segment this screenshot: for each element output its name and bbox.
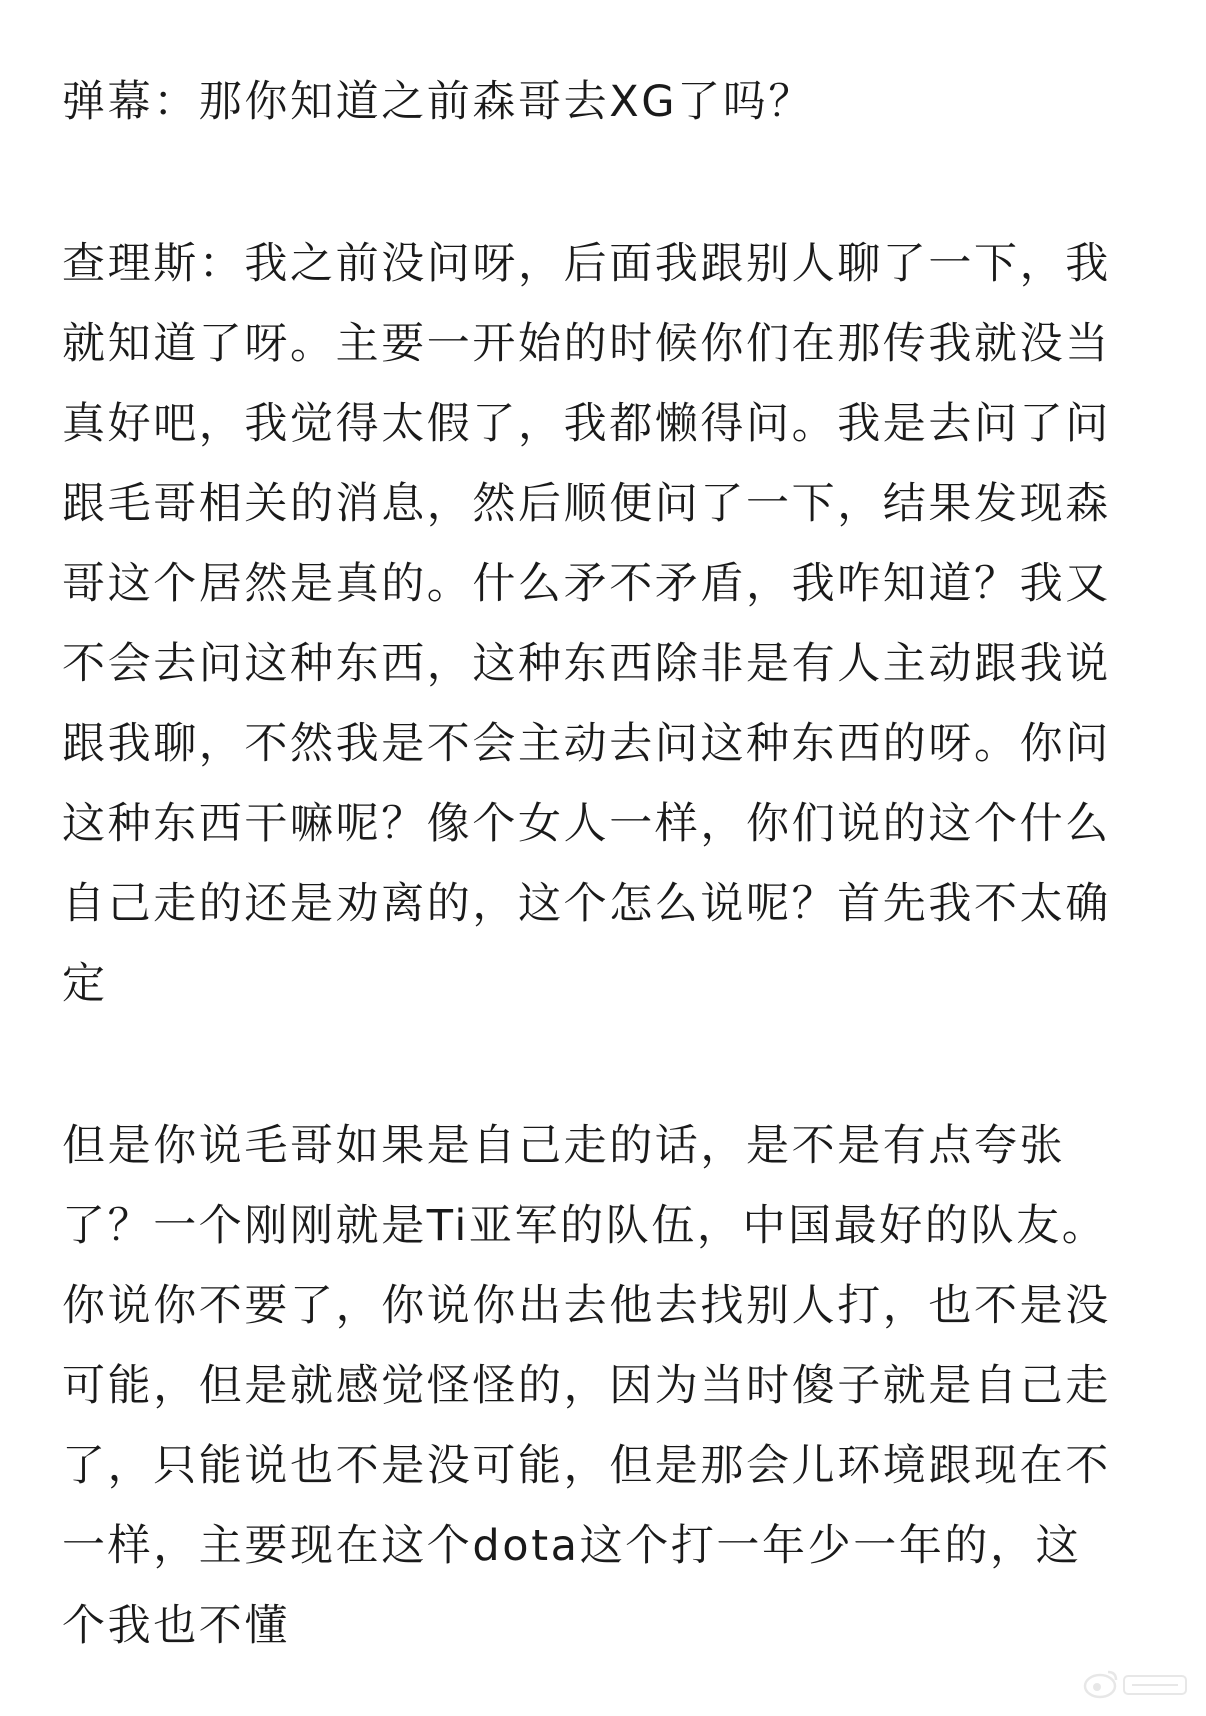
text-line: 个我也不懂 bbox=[62, 1601, 290, 1651]
text-line: 但是你说毛哥如果是自己走的话，是不是有点夸张 bbox=[62, 1121, 1066, 1171]
text-line: 可能，但是就感觉怪怪的，因为当时傻子就是自己走 bbox=[62, 1361, 1111, 1411]
paragraph-charles-reply bbox=[62, 224, 1152, 1024]
weibo-watermark-icon bbox=[1082, 1666, 1192, 1702]
text-line: 这种东西干嘛呢？像个女人一样，你们说的这个什么 bbox=[62, 799, 1111, 849]
text-line: 定 bbox=[62, 959, 108, 1009]
text-line: 了？一个刚刚就是Ti亚军的队伍，中国最好的队友。 bbox=[62, 1201, 1108, 1251]
document-body bbox=[62, 62, 1152, 1666]
text-line: 查理斯：我之前没问呀，后面我跟别人聊了一下，我 bbox=[62, 239, 1111, 289]
text-line: 真好吧，我觉得太假了，我都懒得问。我是去问了问 bbox=[62, 399, 1111, 449]
text-line: 不会去问这种东西，这种东西除非是有人主动跟我说 bbox=[62, 639, 1111, 689]
text-line: 就知道了呀。主要一开始的时候你们在那传我就没当 bbox=[62, 319, 1111, 369]
text-line: 跟毛哥相关的消息，然后顺便问了一下，结果发现森 bbox=[62, 479, 1111, 529]
text-line: 跟我聊，不然我是不会主动去问这种东西的呀。你问 bbox=[62, 719, 1111, 769]
text-line: 弹幕：那你知道之前森哥去XG了吗？ bbox=[62, 77, 814, 127]
paragraph-danmaku bbox=[62, 62, 1152, 142]
text-line: 自己走的还是劝离的，这个怎么说呢？首先我不太确 bbox=[62, 879, 1111, 929]
text-line: 哥这个居然是真的。什么矛不矛盾，我咋知道？我又 bbox=[62, 559, 1111, 609]
text-line: 了，只能说也不是没可能，但是那会儿环境跟现在不 bbox=[62, 1441, 1111, 1491]
text-line: 你说你不要了，你说你出去他去找别人打，也不是没 bbox=[62, 1281, 1111, 1331]
paragraph-continuation bbox=[62, 1106, 1152, 1666]
text-line: 一样，主要现在这个dota这个打一年少一年的，这 bbox=[62, 1521, 1082, 1571]
